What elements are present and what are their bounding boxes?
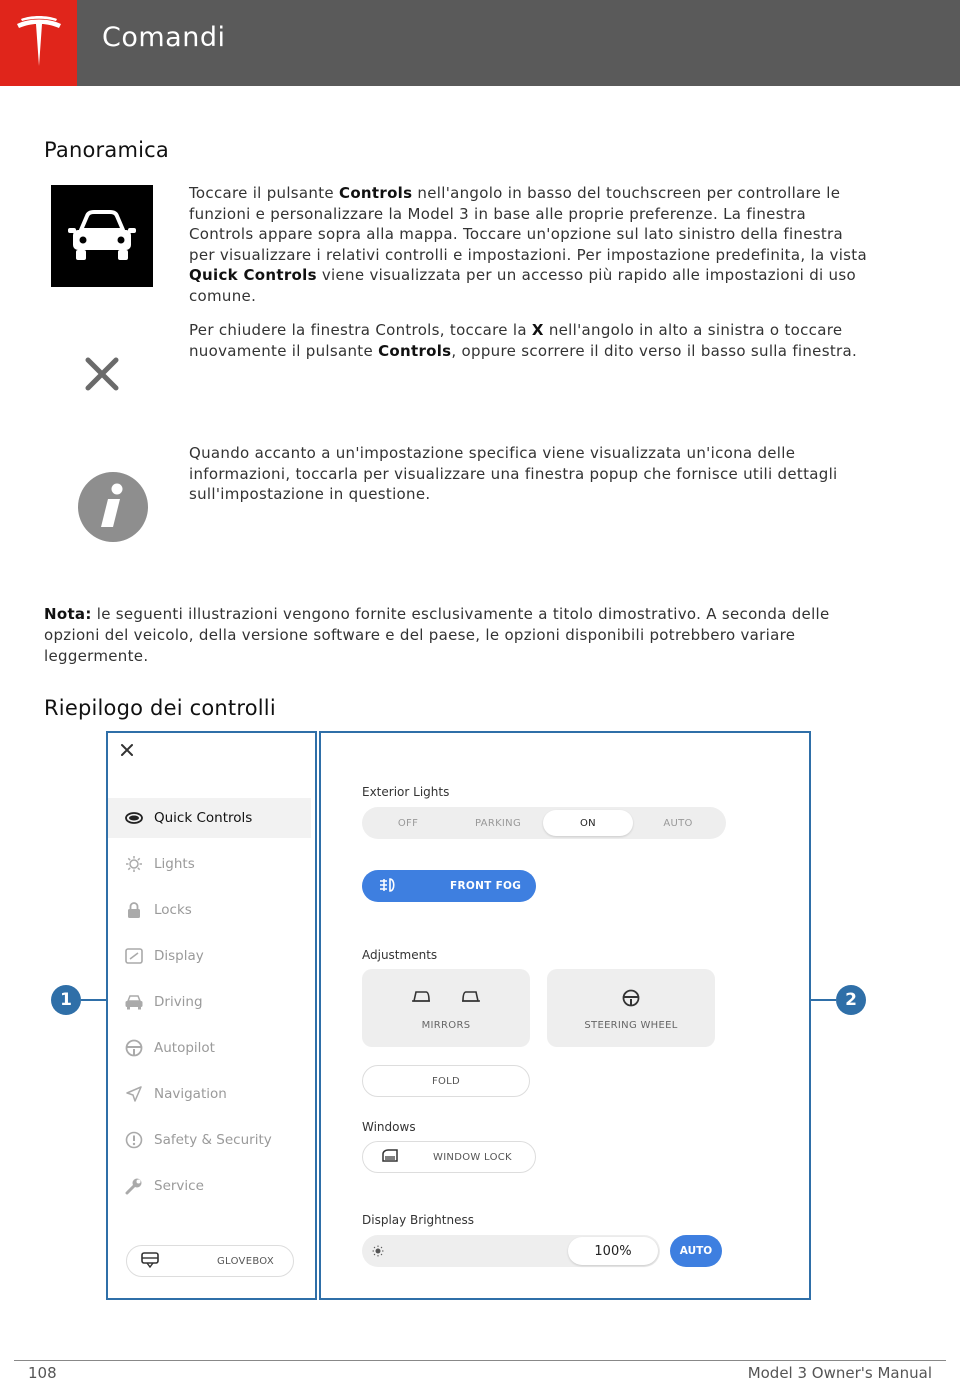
display-icon xyxy=(124,946,144,966)
menu-item-label: Locks xyxy=(154,902,192,918)
note-label: Nota: xyxy=(44,605,92,623)
lock-icon xyxy=(124,900,144,920)
adjustments-label: Adjustments xyxy=(362,948,438,962)
text-run: Toccare il pulsante xyxy=(189,184,340,202)
fold-mirrors-button[interactable] xyxy=(362,1065,530,1097)
windows-label: Windows xyxy=(362,1120,416,1134)
brightness-auto-button[interactable]: AUTO xyxy=(670,1235,722,1267)
exterior-lights-label: Exterior Lights xyxy=(362,785,450,799)
bold-term: Quick Controls xyxy=(189,266,317,284)
callout-2-line xyxy=(811,999,836,1001)
exterior-lights-selector xyxy=(362,807,726,839)
eye-icon xyxy=(124,808,144,828)
fold-label: FOLD xyxy=(431,1075,461,1087)
sun-icon xyxy=(124,854,144,874)
menu-item-label: Service xyxy=(154,1178,204,1194)
lights-option-on[interactable]: ON xyxy=(543,810,633,836)
tesla-t-icon xyxy=(15,16,63,70)
callout-1-line xyxy=(81,999,106,1001)
fog-light-icon xyxy=(378,877,400,896)
front-fog-button[interactable] xyxy=(362,870,536,902)
mirrors-label: MIRRORS xyxy=(421,1020,471,1031)
callout-2: 2 xyxy=(836,985,866,1015)
mirrors-tile[interactable] xyxy=(362,969,530,1047)
steering-wheel-tile[interactable] xyxy=(547,969,715,1047)
mirror-left-icon xyxy=(411,989,431,1003)
window-lock-label: WINDOW LOCK xyxy=(433,1151,512,1163)
overview-paragraph-1 xyxy=(189,183,869,306)
text-run: , oppure scorrere il dito verso il basso sulla finestra. xyxy=(451,341,858,360)
lights-option-off[interactable]: OFF xyxy=(397,817,419,829)
car-icon xyxy=(124,992,144,1012)
menu-item-safety-security[interactable] xyxy=(108,1120,311,1160)
text-run: nell'angolo in basso del touchscreen per controllare le funzioni e personalizzare la Model 3 in base alle proprie preferenze. La finestra Controls appare sopra alla mappa. Toccare un'opzione sul lato sinistro della finestra per visualizzare i relativi controlli e impostazioni. Per impostazione predefinita, la vista xyxy=(189,184,867,264)
footer-rule xyxy=(14,1360,946,1361)
quick-controls-panel xyxy=(319,731,811,1300)
menu-item-quick-controls[interactable] xyxy=(108,798,311,838)
text-run: nell'angolo in alto a sinistra o toccare nuovamente il pulsante xyxy=(189,321,843,360)
overview-heading: Panoramica xyxy=(44,138,169,162)
menu-item-label: Autopilot xyxy=(154,1040,215,1056)
info-icon xyxy=(77,471,149,543)
menu-item-navigation[interactable] xyxy=(108,1074,311,1114)
menu-item-lights[interactable] xyxy=(108,844,311,884)
navigation-arrow-icon xyxy=(124,1084,144,1104)
display-brightness-label: Display Brightness xyxy=(362,1213,474,1227)
menu-item-driving[interactable] xyxy=(108,982,311,1022)
bold-term: X xyxy=(531,321,544,339)
page-number: 108 xyxy=(28,1364,57,1382)
menu-item-autopilot[interactable] xyxy=(108,1028,311,1068)
bold-term: Controls xyxy=(339,184,413,202)
steering-wheel-label: STEERING WHEEL xyxy=(584,1020,678,1031)
close-icon[interactable] xyxy=(118,741,136,759)
controls-car-icon xyxy=(51,185,153,287)
menu-item-label: Navigation xyxy=(154,1086,227,1102)
menu-item-service[interactable] xyxy=(108,1166,311,1206)
note-paragraph xyxy=(44,604,864,667)
overview-paragraph-3 xyxy=(189,443,869,505)
callout-1: 1 xyxy=(51,985,81,1015)
window-lock-button[interactable] xyxy=(362,1141,536,1173)
section-title: Comandi xyxy=(102,22,226,53)
brightness-sun-icon xyxy=(372,1245,384,1257)
menu-item-display[interactable] xyxy=(108,936,311,976)
bold-term: Controls xyxy=(378,341,452,360)
glovebox-button[interactable] xyxy=(126,1245,294,1277)
lights-option-auto[interactable]: AUTO xyxy=(663,817,693,829)
tesla-logo xyxy=(0,0,77,86)
glovebox-label: GLOVEBOX xyxy=(217,1255,274,1267)
menu-item-locks[interactable] xyxy=(108,890,311,930)
note-text: le seguenti illustrazioni vengono fornite esclusivamente a titolo dimostrativo. A seconda delle opzioni del veicolo, della versione software e del paese, le opzioni disponibili potrebbero variare leggermente. xyxy=(44,605,830,665)
text-run: Per chiudere la finestra Controls, toccare la xyxy=(189,321,532,339)
wrench-icon xyxy=(124,1176,144,1196)
steering-wheel-icon xyxy=(124,1038,144,1058)
close-x-icon xyxy=(82,354,122,394)
manual-title: Model 3 Owner's Manual xyxy=(747,1364,932,1382)
glovebox-icon xyxy=(141,1252,161,1271)
brightness-value[interactable]: 100% xyxy=(568,1237,658,1265)
alert-circle-icon xyxy=(124,1130,144,1150)
front-fog-label: FRONT FOG xyxy=(450,880,522,892)
menu-item-label: Quick Controls xyxy=(154,810,253,826)
brightness-slider[interactable] xyxy=(362,1235,660,1267)
controls-menu-panel xyxy=(106,731,317,1300)
text-run: viene visualizzata per un accesso più rapido alle impostazioni di uso comune. xyxy=(189,266,856,305)
steering-wheel-adjust-icon xyxy=(622,989,640,1007)
mirror-right-icon xyxy=(461,989,481,1003)
window-lock-icon xyxy=(381,1149,401,1166)
text-run: Quando accanto a un'impostazione specifica viene visualizzata un'icona delle informazioni, toccarla per visualizzare una finestra popup che fornisce utili dettagli sull'impostazione in questione. xyxy=(189,444,838,503)
summary-heading: Riepilogo dei controlli xyxy=(44,696,276,720)
menu-item-label: Lights xyxy=(154,856,195,872)
menu-item-label: Driving xyxy=(154,994,203,1010)
lights-option-parking[interactable]: PARKING xyxy=(474,817,522,829)
menu-item-label: Display xyxy=(154,948,204,964)
overview-paragraph-2 xyxy=(189,320,869,361)
menu-item-label: Safety & Security xyxy=(154,1132,272,1148)
